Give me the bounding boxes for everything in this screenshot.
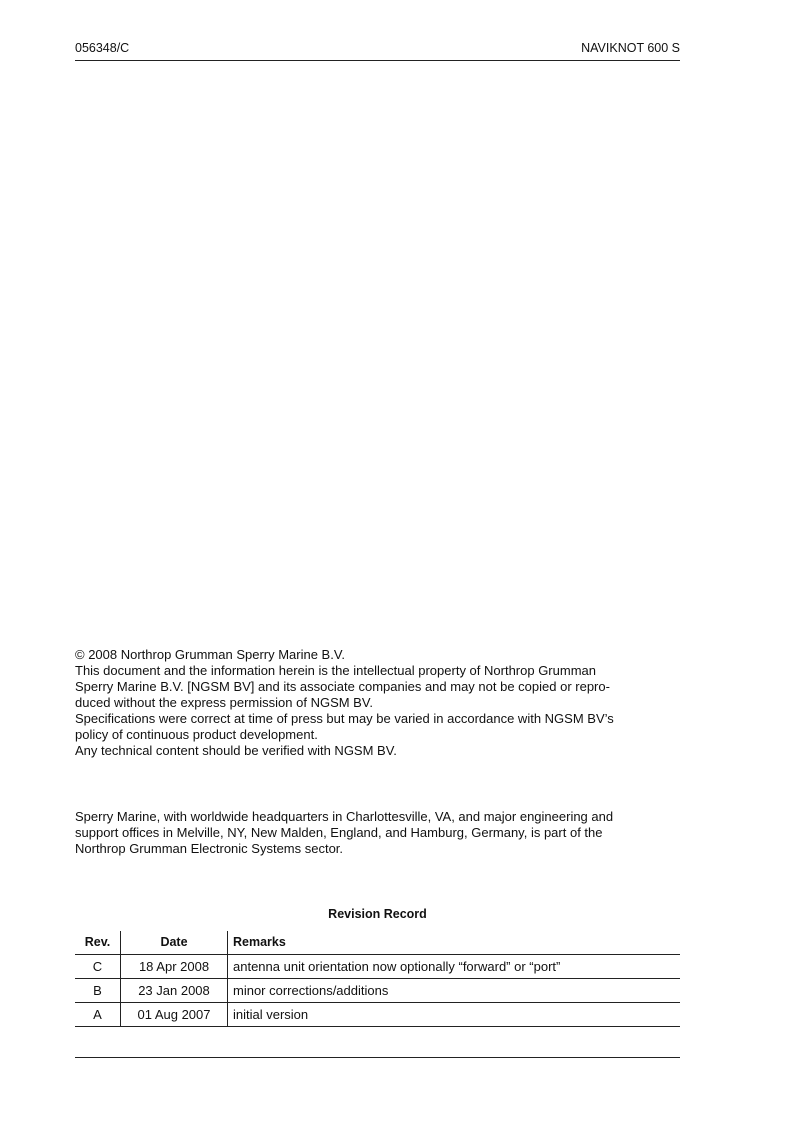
company-info xyxy=(75,809,685,857)
column-header-date: Date xyxy=(121,931,228,955)
document-number: 056348/C xyxy=(75,41,130,55)
rev-cell: A xyxy=(75,1003,121,1027)
copyright-line: Specifications were correct at time of press but may be varied in accordance with NGSM BV’s xyxy=(75,711,614,726)
copyright-line: Any technical content should be verified with NGSM BV. xyxy=(75,743,397,758)
company-line: Northrop Grumman Electronic Systems sector. xyxy=(75,841,344,856)
table-row xyxy=(75,955,680,979)
company-line: support offices in Melville, NY, New Malden, England, and Hamburg, Germany, is part of the xyxy=(75,825,603,840)
date-cell: 18 Apr 2008 xyxy=(121,955,228,979)
date-cell: 01 Aug 2007 xyxy=(121,1003,228,1027)
footer-divider xyxy=(75,1057,680,1058)
page-header xyxy=(75,41,680,61)
copyright-line: © 2008 Northrop Grumman Sperry Marine B.V. xyxy=(75,647,345,662)
column-header-rev: Rev. xyxy=(75,931,121,955)
revision-table xyxy=(75,931,680,1027)
copyright-notice xyxy=(75,647,685,759)
rev-cell: C xyxy=(75,955,121,979)
copyright-line: Sperry Marine B.V. [NGSM BV] and its associate companies and may not be copied or repro- xyxy=(75,679,610,694)
table-row xyxy=(75,1003,680,1027)
company-line: Sperry Marine, with worldwide headquarters in Charlottesville, VA, and major engineering and xyxy=(75,809,614,824)
remarks-cell: antenna unit orientation now optionally “forward” or “port” xyxy=(228,955,681,979)
product-name: NAVIKNOT 600 S xyxy=(581,41,680,55)
copyright-line: duced without the express permission of NGSM BV. xyxy=(75,695,373,710)
copyright-line: This document and the information herein is the intellectual property of Northrop Grumman xyxy=(75,663,596,678)
remarks-cell: minor corrections/additions xyxy=(228,979,681,1003)
table-header-row xyxy=(75,931,680,955)
date-cell: 23 Jan 2008 xyxy=(121,979,228,1003)
revision-record-title: Revision Record xyxy=(328,907,427,921)
rev-cell: B xyxy=(75,979,121,1003)
column-header-remarks: Remarks xyxy=(228,931,681,955)
copyright-line: policy of continuous product development. xyxy=(75,727,318,742)
table-row xyxy=(75,979,680,1003)
remarks-cell: initial version xyxy=(228,1003,681,1027)
